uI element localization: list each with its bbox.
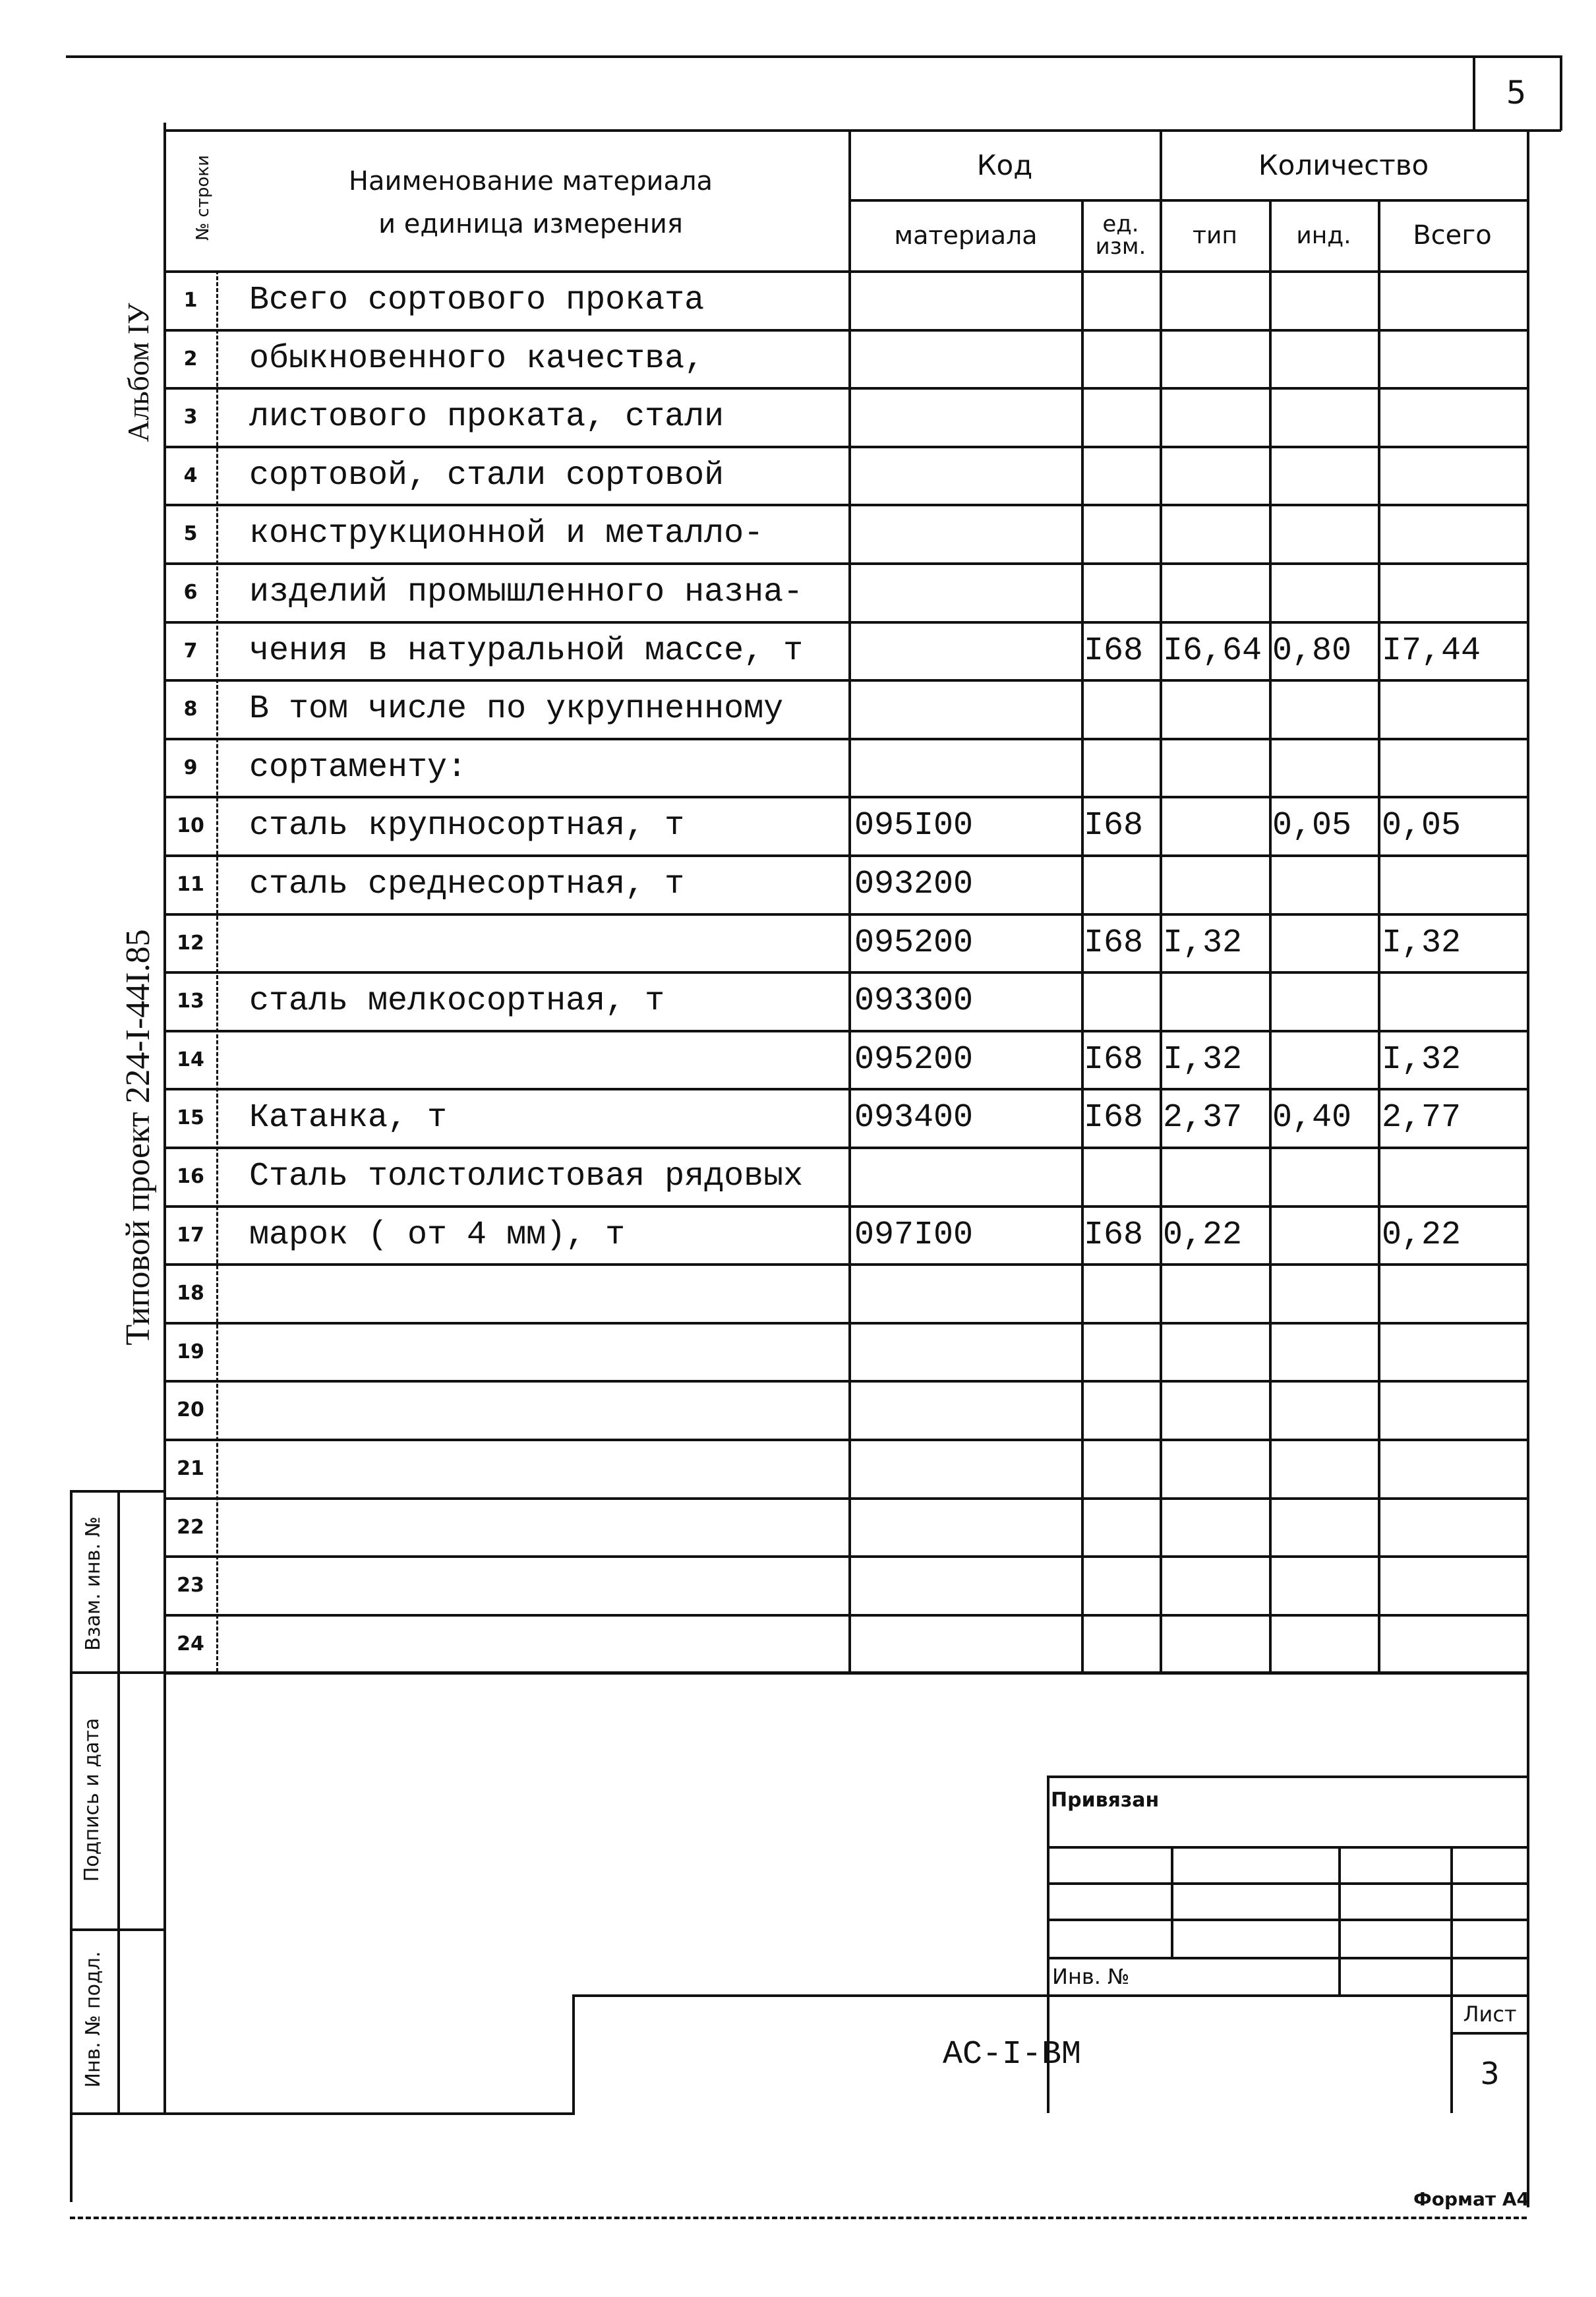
qty-total (1382, 506, 1525, 561)
row-number: 5 (183, 522, 198, 545)
qty-type (1163, 740, 1268, 795)
qty-ind (1272, 1325, 1376, 1379)
qty-ind (1272, 857, 1376, 912)
qty-ind (1272, 1500, 1376, 1555)
material-code: 095200 (854, 1041, 974, 1079)
qty-ind (1272, 916, 1376, 970)
qty-total: 0,22 (1382, 1216, 1462, 1254)
qty-total (1382, 273, 1525, 328)
qty-type (1163, 1325, 1268, 1379)
qty-total (1382, 1266, 1525, 1321)
material-code (854, 390, 1079, 444)
row-number: 7 (183, 640, 198, 663)
zam-inv-label: Взам. инв. № (82, 1516, 105, 1651)
qty-type (1163, 1558, 1268, 1613)
qty-type (1163, 565, 1268, 620)
material-code: 093300 (854, 982, 974, 1020)
material-name (249, 1617, 846, 1671)
qty-type (1163, 857, 1268, 912)
material-name (249, 1032, 846, 1087)
qty-type: 2,37 (1163, 1099, 1243, 1137)
qty-total (1382, 974, 1525, 1029)
row-number: 11 (177, 873, 204, 896)
material-code (854, 740, 1079, 795)
material-code (854, 506, 1079, 561)
qty-type: I,32 (1163, 1041, 1243, 1079)
material-name: сортовой, стали сортовой (249, 457, 724, 494)
material-name (249, 1558, 846, 1613)
qty-total: 0,05 (1382, 807, 1462, 845)
qty-type (1163, 390, 1268, 444)
qty-total (1382, 857, 1525, 912)
name-header-line2: и единица измерения (378, 209, 683, 239)
material-name: марок ( от 4 мм), т (249, 1216, 626, 1254)
qty-ind (1272, 682, 1376, 736)
qty-type (1163, 1266, 1268, 1321)
material-name: сталь мелкосортная, т (249, 982, 665, 1020)
material-name: изделий промышленного назна- (249, 574, 804, 611)
qty-total (1382, 1500, 1525, 1555)
material-code (854, 624, 1079, 678)
qty-type (1163, 332, 1268, 386)
unit-code (1084, 1383, 1159, 1437)
material-code: 093400 (854, 1099, 974, 1137)
row-divider (163, 1672, 1527, 1675)
qty-type: I,32 (1163, 924, 1243, 962)
row-number: 17 (177, 1224, 204, 1247)
qty-ind (1272, 974, 1376, 1029)
qty-ind (1272, 740, 1376, 795)
row-number: 9 (183, 756, 198, 779)
row-number: 22 (177, 1516, 204, 1539)
unit-code (1084, 1441, 1159, 1496)
qty-total (1382, 1441, 1525, 1496)
material-name: сортаменту: (249, 749, 467, 787)
unit-code (1084, 857, 1159, 912)
unit-code: I68 (1084, 1216, 1144, 1254)
unit-code (1084, 565, 1159, 620)
row-number: 1 (183, 289, 198, 312)
row-number: 12 (177, 932, 204, 955)
unit-code (1084, 1149, 1159, 1204)
material-code (854, 1558, 1079, 1613)
material-code (854, 1325, 1079, 1379)
material-code (854, 565, 1079, 620)
inv-podl-label: Инв. № подл. (82, 1951, 105, 2088)
material-code (854, 448, 1079, 503)
material-name: чения в натуральной массе, т (249, 632, 804, 670)
unit-code (1084, 506, 1159, 561)
qty-ind (1272, 273, 1376, 328)
material-code (854, 1149, 1079, 1204)
qty-ind (1272, 1208, 1376, 1263)
material-name (249, 1266, 846, 1321)
row-number: 3 (183, 405, 198, 429)
row-number: 2 (183, 347, 198, 371)
unit-code (1084, 390, 1159, 444)
qty-ind (1272, 1441, 1376, 1496)
row-number: 13 (177, 990, 204, 1013)
row-number: 6 (183, 581, 198, 604)
sheet-label: Лист (1463, 2002, 1517, 2027)
material-code (854, 682, 1079, 736)
material-code (854, 332, 1079, 386)
code-unit-header: ед. изм. (1095, 211, 1146, 260)
privyazan-label: Привязан (1051, 1788, 1160, 1812)
code-header: Код (976, 148, 1033, 181)
qty-ind (1272, 1558, 1376, 1613)
qty-total: I,32 (1382, 924, 1462, 962)
qty-total (1382, 448, 1525, 503)
qty-ind (1272, 506, 1376, 561)
row-number: 18 (177, 1282, 204, 1305)
material-name (249, 1383, 846, 1437)
qty-total-header: Всего (1413, 220, 1492, 251)
qty-type (1163, 682, 1268, 736)
code-material-header: материала (894, 221, 1038, 250)
material-code (854, 1383, 1079, 1437)
material-name: конструкционной и металло- (249, 515, 764, 552)
material-name (249, 1441, 846, 1496)
qty-type-header: тип (1193, 222, 1237, 249)
album-label: Альбом IУ (121, 303, 155, 442)
row-number: 24 (177, 1632, 204, 1656)
podpis-label: Подпись и дата (80, 1717, 103, 1882)
qty-type (1163, 448, 1268, 503)
format-label: Формат А4 (1413, 2188, 1529, 2210)
unit-code (1084, 1617, 1159, 1671)
page-number: 5 (1506, 75, 1527, 111)
qty-ind (1272, 448, 1376, 503)
qty-total (1382, 1558, 1525, 1613)
project-label: Типовой проект 224-I-44I.85 (119, 929, 157, 1346)
qty-ind (1272, 1617, 1376, 1671)
qty-type (1163, 974, 1268, 1029)
qty-ind (1272, 1149, 1376, 1204)
quantity-header: Количество (1258, 148, 1429, 181)
qty-ind (1272, 1266, 1376, 1321)
qty-ind: 0,05 (1272, 807, 1352, 845)
material-name: обыкновенного качества, (249, 340, 705, 378)
unit-code (1084, 974, 1159, 1029)
unit-code: I68 (1084, 1099, 1144, 1137)
qty-type (1163, 1500, 1268, 1555)
qty-total: I7,44 (1382, 632, 1481, 670)
material-code: 095200 (854, 924, 974, 962)
qty-ind-header: инд. (1296, 222, 1351, 249)
unit-code: I68 (1084, 632, 1144, 670)
material-code: 095I00 (854, 807, 974, 845)
material-name: сталь среднесортная, т (249, 866, 685, 903)
material-name (249, 916, 846, 970)
qty-type (1163, 273, 1268, 328)
material-name: Катанка, т (249, 1099, 448, 1137)
qty-total: 2,77 (1382, 1099, 1462, 1137)
row-number: 21 (177, 1457, 204, 1480)
qty-type: I6,64 (1163, 632, 1262, 670)
row-number: 8 (183, 698, 198, 721)
row-number: 10 (177, 814, 204, 837)
qty-type (1163, 798, 1268, 853)
document-code: АС-I-ВМ (942, 2035, 1082, 2073)
material-name: листового проката, стали (249, 398, 724, 436)
qty-total (1382, 1149, 1525, 1204)
qty-ind (1272, 1032, 1376, 1087)
material-name: В том числе по укрупненному (249, 690, 784, 728)
unit-code (1084, 1325, 1159, 1379)
row-number: 23 (177, 1574, 204, 1597)
qty-ind (1272, 1383, 1376, 1437)
row-number: 16 (177, 1165, 204, 1188)
material-name: сталь крупносортная, т (249, 807, 685, 845)
unit-code (1084, 1500, 1159, 1555)
unit-code (1084, 1558, 1159, 1613)
unit-code: I68 (1084, 807, 1144, 845)
qty-total (1382, 1325, 1525, 1379)
qty-total (1382, 740, 1525, 795)
qty-type (1163, 1149, 1268, 1204)
qty-ind (1272, 565, 1376, 620)
unit-code (1084, 448, 1159, 503)
material-code (854, 1617, 1079, 1671)
qty-ind: 0,40 (1272, 1099, 1352, 1137)
qty-ind (1272, 390, 1376, 444)
unit-code (1084, 682, 1159, 736)
qty-total (1382, 1383, 1525, 1437)
unit-code (1084, 1266, 1159, 1321)
material-code: 093200 (854, 866, 974, 903)
unit-code (1084, 273, 1159, 328)
unit-code (1084, 332, 1159, 386)
material-code (854, 1500, 1079, 1555)
material-code (854, 273, 1079, 328)
qty-total: I,32 (1382, 1041, 1462, 1079)
material-name (249, 1500, 846, 1555)
unit-code: I68 (1084, 1041, 1144, 1079)
name-header-line1: Наименование материала (348, 166, 713, 196)
qty-total (1382, 332, 1525, 386)
row-number: 14 (177, 1048, 204, 1071)
qty-type (1163, 1383, 1268, 1437)
row-number: 4 (183, 464, 198, 487)
qty-type (1163, 506, 1268, 561)
material-name: Всего сортового проката (249, 282, 705, 319)
qty-type (1163, 1441, 1268, 1496)
material-name: Сталь толстолистовая рядовых (249, 1158, 804, 1195)
row-no-header: № строки (193, 155, 213, 241)
unit-code (1084, 740, 1159, 795)
sheet-number: 3 (1480, 2056, 1500, 2091)
inv-no-label: Инв. № (1052, 1964, 1130, 1989)
qty-ind: 0,80 (1272, 632, 1352, 670)
row-number: 19 (177, 1340, 204, 1363)
qty-total (1382, 682, 1525, 736)
qty-type: 0,22 (1163, 1216, 1243, 1254)
qty-type (1163, 1617, 1268, 1671)
row-number: 15 (177, 1106, 204, 1129)
material-code (854, 1441, 1079, 1496)
material-name (249, 1325, 846, 1379)
row-number: 20 (177, 1398, 204, 1421)
qty-ind (1272, 332, 1376, 386)
qty-total (1382, 1617, 1525, 1671)
material-code (854, 1266, 1079, 1321)
qty-total (1382, 390, 1525, 444)
qty-total (1382, 565, 1525, 620)
unit-code: I68 (1084, 924, 1144, 962)
material-code: 097I00 (854, 1216, 974, 1254)
